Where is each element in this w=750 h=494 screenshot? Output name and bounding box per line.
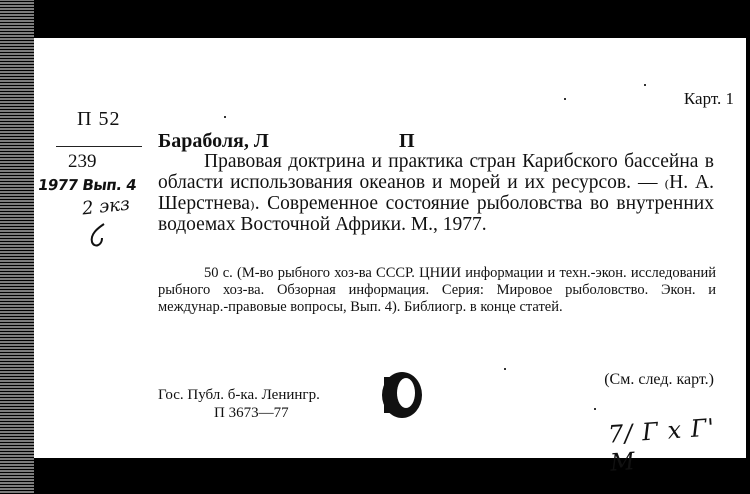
speck — [224, 116, 226, 118]
catalog-card — [34, 38, 746, 477]
author-mark: П — [399, 130, 415, 152]
author-heading: Бараболя, Л — [158, 130, 269, 152]
bottom-handwritten-scrawl: 7/ Г х Г' М — [607, 413, 717, 477]
library-number: П 3673—77 — [214, 405, 289, 421]
bibliographic-notes — [158, 265, 716, 316]
scan-edge-strip — [0, 0, 34, 494]
handwritten-copies-note: 2 экз — [81, 193, 131, 220]
handwritten-issue-note: 1977 Вып. 4 — [36, 176, 138, 194]
speck — [594, 408, 596, 410]
notes-text: 50 с. (М-во рыбного хоз-ва СССР. ЦНИИ информации и техн.-экон. исследований рыбного хоз-ва. Обзорная информация. Серия: Мировое рыболовство. Экон. и междунар.-правовые вопросы, Вып. 4). Библиогр. в конце статей. — [158, 265, 716, 315]
shelf-mark-rule — [56, 146, 142, 147]
speck — [644, 84, 646, 86]
card-number: Карт. 1 — [683, 89, 734, 108]
see-next-card: (См. след. карт.) — [604, 371, 714, 388]
title-text: Правовая доктрина и практика стран Карибского бассейна в области использования океанов и морей и их ресурсов. — ₍Н. А. Шерстнева₎. Современное состояние рыболовства во внутренних водоемах Восточной Африки. М., 1977. — [158, 151, 714, 235]
library-imprint — [158, 386, 320, 422]
title-description — [158, 151, 714, 235]
class-number: 239 — [68, 151, 97, 172]
speck — [504, 368, 506, 370]
handwritten-squiggle-icon — [84, 220, 110, 250]
speck — [564, 98, 566, 100]
library-name: Гос. Публ. б-ка. Ленингр. — [158, 387, 320, 403]
shelf-mark: П 52 — [77, 108, 121, 130]
ink-stamp-icon — [378, 369, 426, 421]
